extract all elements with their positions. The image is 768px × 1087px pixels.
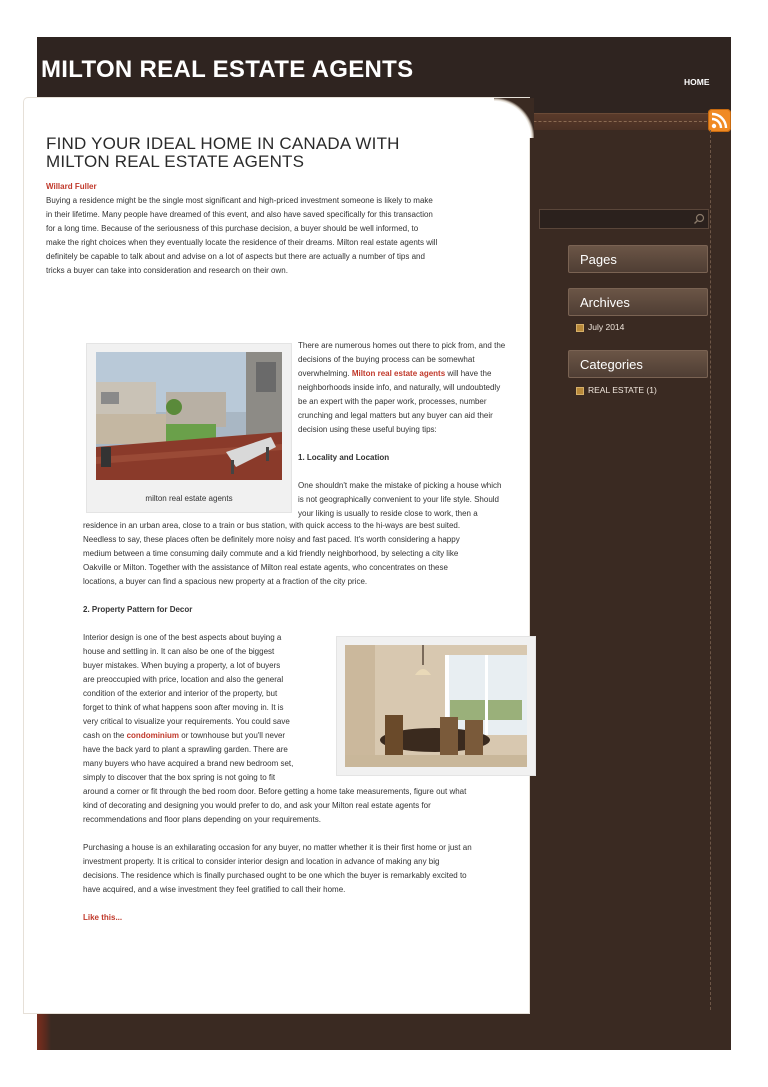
text-segment: or townhouse but you'll never <box>179 731 286 740</box>
text-line: recommendations and floor plans depending on your requirements. <box>83 815 321 824</box>
text-line: make the right choices when they eventually locate the residence of their dreams. Milton real estate agents will <box>46 238 438 247</box>
heading-decor: 2. Property Pattern for Decor <box>83 605 193 614</box>
figure-deck <box>86 343 292 513</box>
paragraph-location <box>83 519 533 617</box>
text-line: very critical to visualize your requirements. You could save <box>83 717 290 726</box>
text-line: buyer mistakes. When buying a property, a lot of buyers <box>83 661 281 670</box>
widget-categories-title[interactable]: Categories <box>568 350 708 378</box>
post-title-line2: MILTON REAL ESTATE AGENTS <box>46 152 305 171</box>
post-content <box>46 135 496 278</box>
text-segment: overwhelming. <box>298 369 352 378</box>
page-curl <box>494 98 534 138</box>
figure-caption: milton real estate agents <box>145 494 233 503</box>
archive-item-july-2014[interactable] <box>576 322 624 332</box>
bullet-icon <box>576 324 584 332</box>
text-line: in their lifetime. Many people have dreamed of this event, and also have saved specifically for this transaction <box>46 210 433 219</box>
dining-photo <box>345 645 527 767</box>
text-line: neighborhoods inside info, and naturally, will undoubtedly <box>298 383 501 392</box>
paragraph-choices <box>298 339 538 521</box>
text-line: Purchasing a house is an exhilarating occasion for any buyer, no matter whether it is their first home or just an <box>83 843 472 852</box>
condominium-link[interactable]: condominium <box>126 731 180 740</box>
text-line: decisions of the buying process can be somewhat <box>298 355 475 364</box>
text-line: locations, a buyer can find a spacious new property at a fraction of the city price. <box>83 577 368 586</box>
figure-dining <box>336 636 536 776</box>
deck-photo <box>96 352 282 480</box>
text-line: kind of decorating and designing you would prefer to do, and ask your Milton real estate agents for <box>83 801 431 810</box>
like-this-link[interactable]: Like this... <box>83 913 123 922</box>
archive-item-label: July 2014 <box>588 322 625 332</box>
text-line <box>83 729 333 743</box>
post-title-line1: FIND YOUR IDEAL HOME IN CANADA WITH <box>46 134 400 153</box>
widget-pages-title[interactable]: Pages <box>568 245 708 273</box>
text-line: condition of the exterior and interior of the property, but <box>83 689 278 698</box>
bullet-icon <box>576 387 584 395</box>
text-line: crunching and legal matters but any buyer can aid their <box>298 411 493 420</box>
text-line: for a long time. Because of the seriousness of this purchase decision, a buyer should be well informed, to <box>46 224 419 233</box>
text-line: many buyers who have acquired a brand new bedroom set, <box>83 759 294 768</box>
heading-locality: 1. Locality and Location <box>298 453 390 462</box>
search-input[interactable] <box>539 209 709 229</box>
widget-archives-title[interactable]: Archives <box>568 288 708 316</box>
text-line: decisions. The residence which is finally purchased ought to be one which the buyer is remarkably excited to <box>83 871 467 880</box>
text-line: tricks a buyer can take into consideration and research on their own. <box>46 266 288 275</box>
text-line <box>298 367 538 381</box>
text-line: Oakville or Milton. Together with the assistance of Milton real estate agents, who concentrates on these <box>83 563 448 572</box>
text-line: Needless to say, these places often be definitely more noisy and fast paced. It's worth considering a happy <box>83 535 460 544</box>
text-line: definitely be capable to talk about and advise on a lot of aspects but there are actually a number of tips and <box>46 252 425 261</box>
text-line: are preoccupied with price, location and also the general <box>83 675 284 684</box>
post-author-link[interactable]: Willard Fuller <box>46 182 97 191</box>
rss-icon[interactable] <box>708 109 731 132</box>
text-line: forget to think of what happens soon after moving in. It is <box>83 703 284 712</box>
text-line: be an expert with the paper work, processes, number <box>298 397 487 406</box>
text-line: There are numerous homes out there to pick from, and the <box>298 341 506 350</box>
post-title[interactable] <box>46 135 496 171</box>
text-line: have the back yard to plant a sprawling garden. There are <box>83 745 288 754</box>
text-line: house and settling in. It can also be one of the biggest <box>83 647 275 656</box>
text-line: One shouldn't make the mistake of picking a house which <box>298 481 502 490</box>
text-line: simply to discover that the box spring is not going to fit <box>83 773 276 782</box>
milton-agents-link[interactable]: Milton real estate agents <box>351 369 446 378</box>
sidebar-stitching <box>710 130 717 1010</box>
text-line: medium between a time consuming daily commute and a kid friendly neighborhood, by selecting a city like <box>83 549 459 558</box>
text-line: is not geographically convenient to your life style. Should <box>298 495 500 504</box>
text-line: around a corner or fit through the bed room door. Before getting a home take measurements, figure out what <box>83 787 467 796</box>
text-line: have acquired, and a wise investment they feel gratified to call their home. <box>83 885 346 894</box>
paragraph-measure <box>83 785 538 925</box>
site-title[interactable]: MILTON REAL ESTATE AGENTS <box>41 56 414 83</box>
text-line: your liking is usually to reside close to work, then a <box>298 509 478 518</box>
search-icon[interactable] <box>693 213 705 225</box>
text-segment: cash on the <box>83 731 127 740</box>
text-segment: will have the <box>445 369 492 378</box>
category-item-label: REAL ESTATE (1) <box>588 385 657 395</box>
text-line: investment property. It is critical to consider interior design and location in advance of making any big <box>83 857 440 866</box>
text-line: residence in an urban area, close to a train or bus station, with quick access to the hi-ways are best suited. <box>83 521 461 530</box>
category-item-real-estate[interactable] <box>576 385 657 395</box>
nav-home-link[interactable]: HOME <box>684 77 710 87</box>
text-line: Buying a residence might be the single most significant and high-priced investment someone is likely to make <box>46 196 433 205</box>
paragraph-intro <box>46 194 496 278</box>
paragraph-decor <box>83 631 333 785</box>
text-line: Interior design is one of the best aspects about buying a <box>83 633 282 642</box>
text-line: decision using these useful buying tips: <box>298 425 437 434</box>
